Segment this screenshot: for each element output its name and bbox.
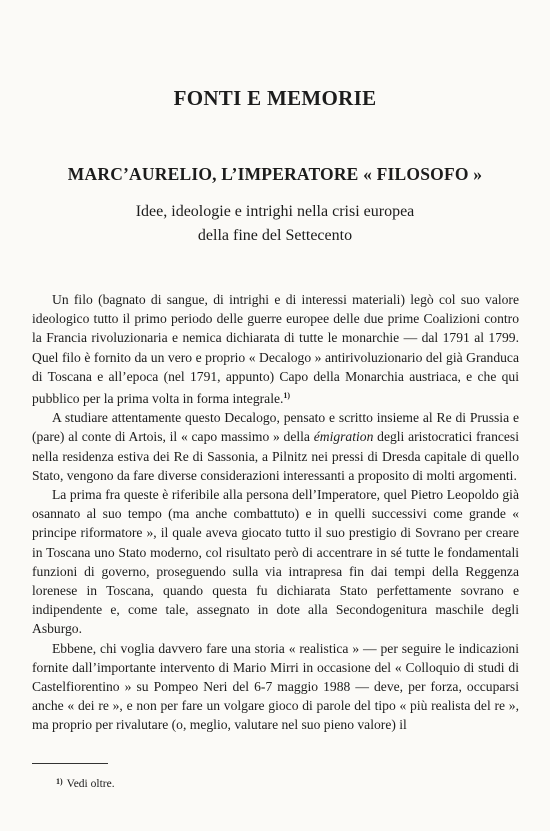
footnote-divider (32, 763, 108, 764)
subtitle-line-2: della fine del Settecento (197, 227, 353, 244)
paragraph-2-italic-term: émigration (313, 429, 374, 445)
article-body (32, 290, 519, 735)
paragraph-1-text: Un filo (bagnato di sangue, di intrighi e di interessi materiali) legò col suo valore ideologico tutto il primo periodo delle guerre europee delle due prime Coalizioni contro la Francia rivoluzionaria e nemica dichiarata di tutte le monarchie — dal 1791 al 1799. Quel filo è fornito da un vero e proprio « Decalogo » antirivoluzionario del già Granduca di Toscana e all’epoca (nel 1791, appunto) Capo della Monarchia austriaca, e che qui pubblico per la prima volta in forma integrale. (32, 292, 519, 407)
article-title: MARC’AURELIO, L’IMPERATORE « FILOSOFO » (67, 164, 483, 184)
paragraph-3: La prima fra queste è riferibile alla persona dell’Imperatore, quel Pietro Leopoldo già osannato al suo tempo (ma anche combattuto) e in quelli successivi come grande « principe riformatore », il quale aveva giocato tutto il suo prestigio di Sovrano per creare in Toscana uno Stato moderno, col risultato però di accentrare in sé tutte le fondamentali funzioni di governo, proseguendo sulla via intrapresa fin dai tempi della Reggenza lorenese in Toscana, quando questa fu dichiarata Stato perfettamente sovrano e indipendente e, come tale, assegnato in dote alla Secondogenitura maschile degli Asburgo. (32, 487, 519, 637)
paragraph-2 (32, 408, 519, 485)
footnote (56, 775, 115, 791)
paragraph-2-text-end: degli aristocratici francesi nella residenza estiva dei Re di Sassonia, a Pilnitz nei pressi di Dresda capitale di quello Stato, vengono da fare diverse considerazioni interessanti a proposito di molti argomenti. (32, 429, 519, 483)
footnote-mark: 1) (56, 777, 63, 786)
paragraph-2-text-start: A studiare attentamente questo Decalogo, pensato e scritto insieme al Re di Prussia e (pare) al conte di Artois, il « capo massimo » della (32, 410, 519, 445)
section-title: FONTI E MEMORIE (173, 86, 377, 110)
paragraph-1 (32, 290, 519, 408)
subtitle (0, 200, 550, 248)
subtitle-line-1: Idee, ideologie e intrighi nella crisi europea (135, 203, 415, 220)
footnote-reference: 1) (283, 391, 291, 401)
footnote-text: Vedi oltre. (66, 778, 115, 790)
paragraph-4: Ebbene, chi voglia davvero fare una storia « realistica » — per seguire le indicazioni fornite dall’importante intervento di Mario Mirri in occasione del « Colloquio di studi di Castelfiorentino » su Pompeo Neri del 6-7 maggio 1988 — deve, per forza, occuparsi anche « dei re », e non per fare un volgare gioco di parole del tipo « più realista del re », ma proprio per rivalutare (o, meglio, valutare nel suo pieno valore) il (32, 640, 519, 733)
